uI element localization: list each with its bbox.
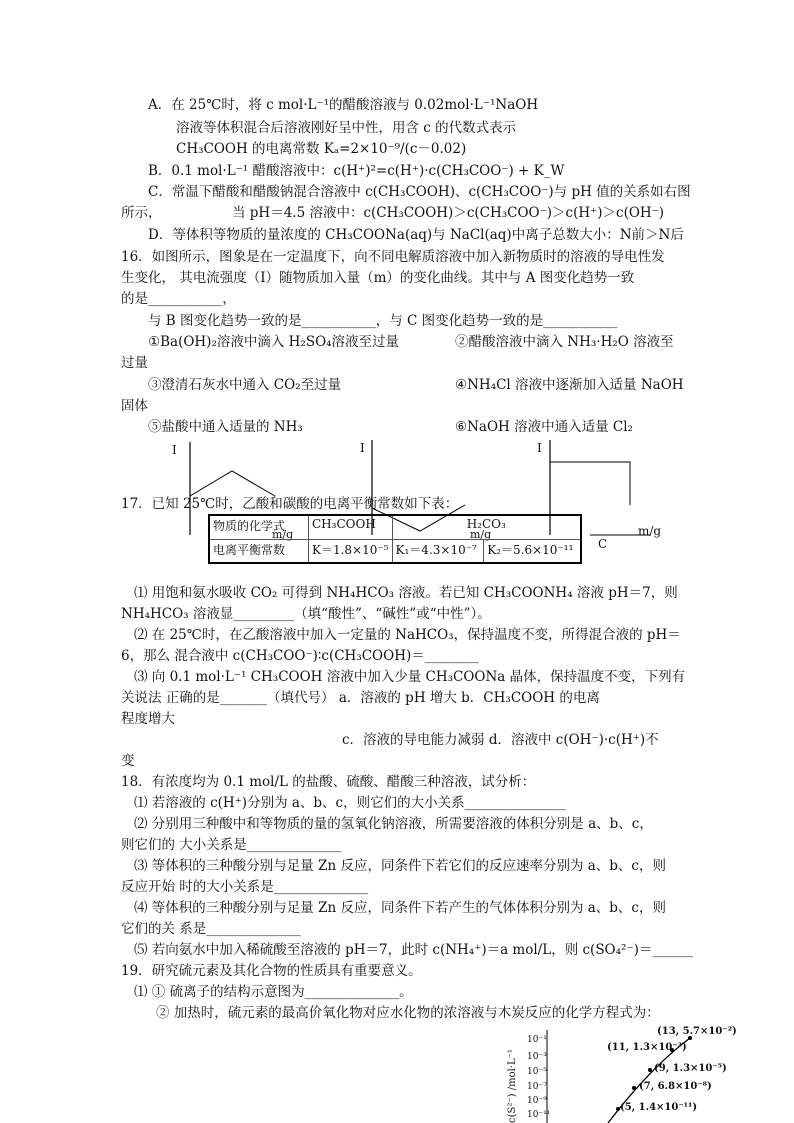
q19-ytick-3: 10⁻⁷: [527, 1082, 547, 1092]
table-header-formula: 物质的化学式: [209, 515, 309, 539]
q19-title: 19．研究硫元素及其化合物的性质具有重要意义。: [121, 963, 422, 979]
q19-part2: ② 加热时，硫元素的最高价氧化物对应水化物的浓溶液与木炭反应的化学方程式为：: [156, 1005, 660, 1021]
table-header-acetic-acid: CH₃COOH: [309, 515, 393, 539]
graph-c-axis-m: m/g: [638, 524, 662, 538]
q16-option-2: ②醋酸溶液中滴入 NH₃·H₂O 溶液至: [455, 334, 674, 350]
graph-a-axis-i: I: [172, 443, 177, 457]
q17-part3-line2: 关说法 正确的是_______（填代号） a．溶液的 pH 增大 b．CH₃COOH 的电离: [121, 690, 600, 706]
graph-b-axis-i: I: [360, 441, 365, 455]
graph-c-label: C: [598, 537, 608, 551]
q18-part3-line2: 反应开始 时的大小关系是______________: [121, 879, 369, 895]
q19-point-label: (11, 1.3×10⁻³): [607, 1042, 687, 1053]
graph-c-axis-i: I: [537, 441, 542, 455]
q19-point-label: (5, 1.4×10⁻¹¹): [620, 1102, 698, 1113]
q16-option-2-cont: 过量: [121, 355, 148, 371]
q15-option-d: D．等体积等物质的量浓度的 CH₃COONa(aq)与 NaCl(aq)中离子总数大小：N前＞N后: [148, 227, 684, 243]
q16-line3: 的是___________，: [121, 291, 236, 307]
q15-option-c-line2b: 当 pH＝4.5 溶液中：c(CH₃COOH)＞c(CH₃COO⁻)＞c(H⁺)＞c(OH⁻): [232, 205, 665, 221]
q18-part4-line1: ⑷ 等体积的三种酸分别与足量 Zn 反应，同条件下若产生的气体体积分别为 a、b、c，则: [134, 900, 666, 916]
q16-option-4-cont: 固体: [121, 398, 148, 414]
q18-title: 18．有浓度均为 0.1 mol/L 的盐酸、硫酸、醋酸三种溶液，试分析：: [121, 774, 536, 790]
q16-line2: 生变化， 其电流强度（I）随物质加入量（m）的变化曲线。其中与 A 图变化趋势一致: [121, 270, 635, 286]
q16-option-6: ⑥NaOH 溶液中通入适量 Cl₂: [455, 419, 633, 435]
q18-part4-line2: 它们的关 系是______________: [121, 921, 301, 937]
q17-part1-line2: NH₄HCO₃ 溶液显_________（填“酸性”、“碱性”或“中性”）。: [121, 606, 491, 622]
q19-ytick-1: 10⁻³: [527, 1052, 547, 1062]
q15-option-a-line3: CH₃COOH 的电离常数 Kₐ=2×10⁻⁹/(c－0.02): [176, 141, 467, 157]
graph-b-axis-m: m/g: [470, 528, 492, 541]
q15-option-b: B．0.1 mol·L⁻¹ 醋酸溶液中：c(H⁺)²=c(H⁺)·c(CH₃COO⁻) + K_W: [148, 163, 565, 179]
q17-part2-line1: ⑵ 在 25℃时，在乙酸溶液中加入一定量的 NaHCO₃，保持温度不变，所得混合液的 pH＝: [134, 627, 681, 643]
q19-part1: ⑴ ① 硫离子的结构示意图为______________。: [134, 984, 413, 1000]
q18-part5: ⑸ 若向氨水中加入稀硫酸至溶液的 pH＝7，此时 c(NH₄⁺)＝a mol/L，则 c(SO₄²⁻)＝______: [134, 942, 693, 958]
q17-part3-line4: c．溶液的导电能力减弱 d．溶液中 c(OH⁻)·c(H⁺)不: [342, 732, 659, 748]
q16-option-3: ③澄清石灰水中通入 CO₂至过量: [148, 377, 342, 393]
table-label-constant: 电离平衡常数: [209, 539, 309, 563]
q17-part3-line3: 程度增大: [121, 711, 175, 727]
table-value-k: K＝1.8×10⁻⁵: [309, 539, 393, 563]
q17-part2-line2: 6，那么 混合液中 c(CH₃COO⁻)∶c(CH₃COOH)＝________: [121, 648, 479, 664]
q16-option-5: ⑤盐酸中通入适量的 NH₃: [148, 419, 303, 435]
q15-option-c-line1: C．常温下醋酸和醋酸钠混合溶液中 c(CH₃COOH)、c(CH₃COO⁻)与 pH 值的关系如右图: [148, 184, 691, 200]
q16-line1: 16．如图所示，图象是在一定温度下，向不同电解质溶液中加入新物质时的溶液的导电性发: [121, 249, 665, 265]
q15-option-a-line1: A．在 25℃时，将 c mol·L⁻¹的醋酸溶液与 0.02mol·L⁻¹NaOH: [148, 97, 539, 113]
q16-line4: 与 B 图变化趋势一致的是___________，与 C 图变化趋势一致的是___________: [148, 313, 618, 329]
q15-option-c-line2a: 所示，: [121, 205, 162, 221]
q16-option-1: ①Ba(OH)₂溶液中滴入 H₂SO₄溶液至过量: [148, 334, 400, 350]
q19-ytick-4: 10⁻⁹: [527, 1096, 547, 1106]
q17-title: 17．已知 25℃时，乙酸和碳酸的电离平衡常数如下表：: [121, 496, 459, 512]
q17-part3-line1: ⑶ 向 0.1 mol·L⁻¹ CH₃COOH 溶液中加入少量 CH₃COONa 晶体，保持温度不变，下列有: [134, 669, 686, 685]
q18-part2-line1: ⑵ 分别用三种酸中和等物质的量的氢氧化钠溶液，所需要溶液的体积分别是 a、b、c，: [134, 816, 653, 832]
q17-part3-line5: 变: [121, 753, 135, 769]
q19-point-9: [648, 1068, 652, 1072]
q19-point-label: (9, 1.3×10⁻⁵): [654, 1063, 727, 1074]
table-value-k2: K₂＝5.6×10⁻¹¹: [484, 539, 581, 563]
q19-point-label: (7, 6.8×10⁻⁸): [639, 1081, 712, 1092]
q16-option-4: ④NH₄Cl 溶液中逐渐加入适量 NaOH: [455, 377, 684, 393]
q18-part1: ⑴ 若溶液的 c(H⁺)分别为 a、b、c，则它们的大小关系_______________: [134, 795, 566, 811]
q19-point-label: (13, 5.7×10⁻²): [657, 1026, 737, 1037]
q19-y-axis-label: c(S²⁻) /mol·L⁻¹: [507, 1049, 518, 1123]
q19-point-7: [632, 1086, 636, 1090]
q19-ytick-5: 10⁻¹¹: [527, 1110, 551, 1120]
q17-part1-line1: ⑴ 用饱和氨水吸收 CO₂ 可得到 NH₄HCO₃ 溶液。若已知 CH₃COONH₄ 溶液 pH＝7，则: [134, 585, 678, 601]
q19-ytick-top: 10⁻¹: [527, 1035, 547, 1045]
q18-part3-line1: ⑶ 等体积的三种酸分别与足量 Zn 反应，同条件下若它们的反应速率分别为 a、b、c，则: [134, 858, 666, 874]
table-value-k1: K₁＝4.3×10⁻⁷: [392, 539, 484, 563]
q15-option-a-line2: 溶液等体积混合后溶液刚好呈中性，用含 c 的代数式表示: [176, 120, 517, 136]
graph-a-axis-m: m/g: [272, 528, 294, 541]
table-header-carbonic-acid: H₂CO₃: [392, 515, 581, 539]
q18-part2-line2: 则它们的 大小关系是______________: [121, 837, 342, 853]
q19-ytick-2: 10⁻⁵: [527, 1067, 547, 1077]
